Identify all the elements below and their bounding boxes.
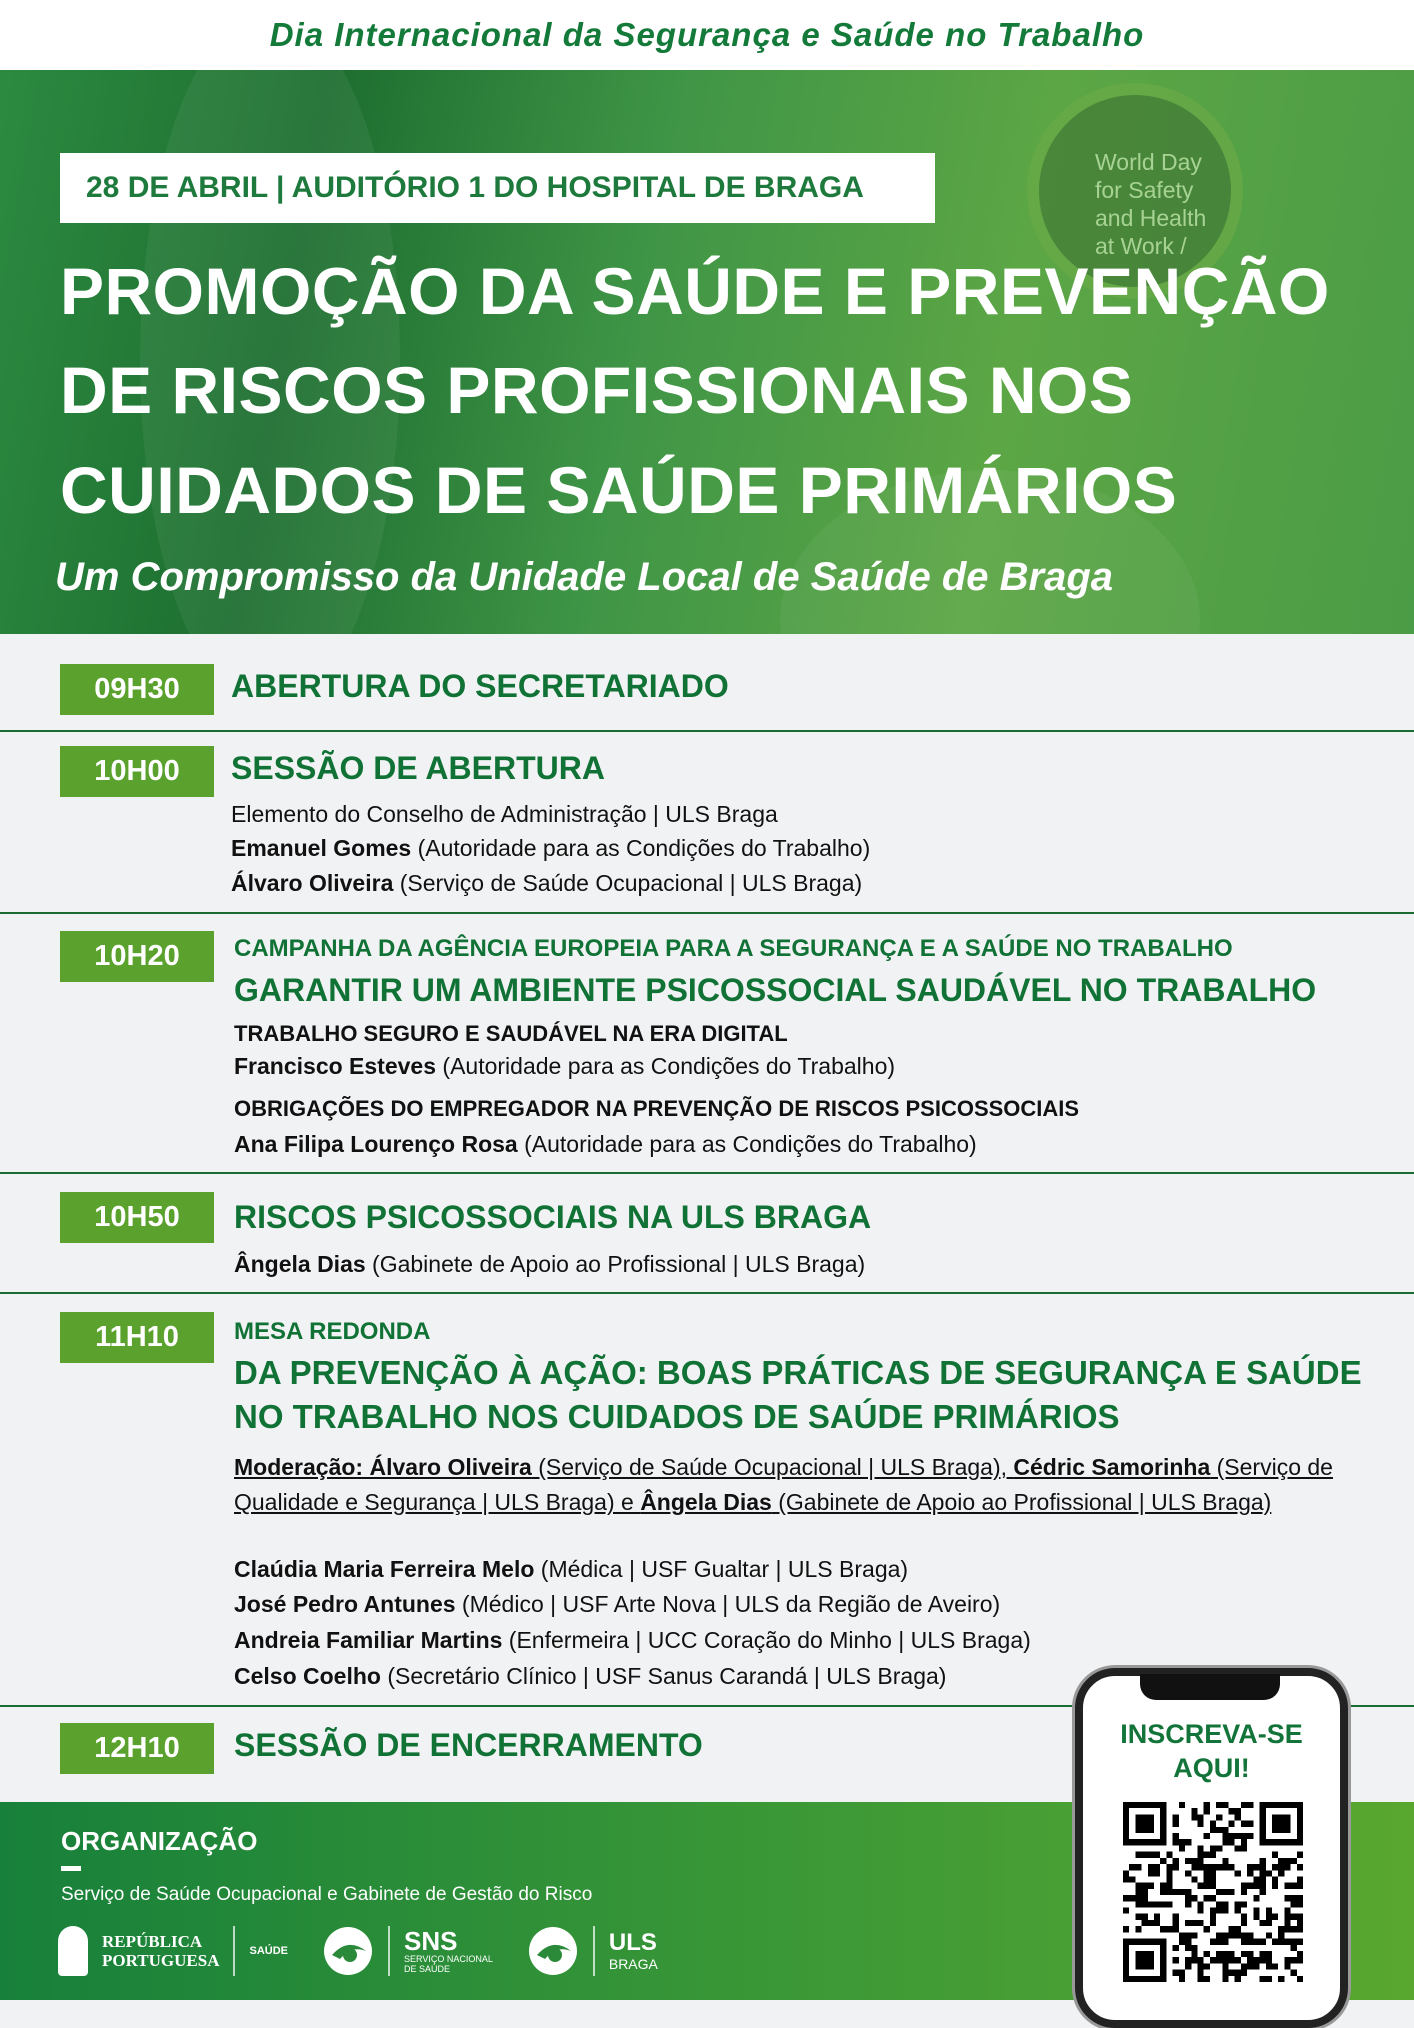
uls-logo-icon (527, 1925, 579, 1977)
divider (0, 1172, 1414, 1174)
talk-title: OBRIGAÇÕES DO EMPREGADOR NA PREVENÇÃO DE RISCOS PSICOSSOCIAIS (234, 1096, 1080, 1121)
session-title: SESSÃO DE ABERTURA (231, 750, 605, 786)
sns-logo: SNS SERVIÇO NACIONAL DE SAÚDE (404, 1926, 493, 1974)
campaign-label: CAMPANHA DA AGÊNCIA EUROPEIA PARA A SEGURANÇA E A SAÚDE NO TRABALHO (234, 935, 1233, 962)
session-kicker: MESA REDONDA (234, 1318, 431, 1345)
session-title: SESSÃO DE ENCERRAMENTO (234, 1727, 703, 1763)
signup-label: INSCREVA-SE (1120, 1719, 1303, 1749)
moderation-text: Moderação: Álvaro Oliveira (Serviço de Saúde Ocupacional | ULS Braga), Cédric Samorinha (Serviço de Qualidade e Segurança | ULS Braga) e Ângela Dias (Gabinete de Apoio ao Profissional | ULS Braga) (234, 1454, 1333, 1515)
separator (233, 1926, 235, 1976)
separator (388, 1926, 390, 1976)
speaker-line: Ana Filipa Lourenço Rosa (Autoridade para as Condições do Trabalho) (234, 1131, 977, 1157)
organization-label: ORGANIZAÇÃO (61, 1826, 258, 1856)
logos (58, 1925, 658, 1977)
divider (0, 730, 1414, 732)
saude-label: SAÚDE (249, 1945, 288, 1957)
session-title: ABERTURA DO SECRETARIADO (231, 668, 729, 704)
time-badge: 12H10 (60, 1723, 214, 1774)
signup-qr-code[interactable] (1123, 1802, 1303, 1982)
republica-portuguesa-logo: REPÚBLICA PORTUGUESA (102, 1932, 220, 1970)
top-banner (0, 0, 1414, 70)
dash (61, 1866, 81, 1871)
republica-emblem-icon (58, 1926, 88, 1976)
main-title-line: CUIDADOS DE SAÚDE PRIMÁRIOS (60, 453, 1178, 527)
panelist: Claúdia Maria Ferreira Melo (Médica | USF Gualtar | ULS Braga) (234, 1556, 909, 1582)
session-title: RISCOS PSICOSSOCIAIS NA ULS BRAGA (234, 1199, 872, 1235)
speaker-line: Álvaro Oliveira (Serviço de Saúde Ocupacional | ULS Braga) (231, 870, 863, 896)
speaker-line: Emanuel Gomes (Autoridade para as Condições do Trabalho) (231, 835, 871, 861)
panelist: Celso Coelho (Secretário Clínico | USF Sanus Carandá | ULS Braga) (234, 1663, 947, 1689)
speaker-line: Ângela Dias (Gabinete de Apoio ao Profissional | ULS Braga) (234, 1251, 866, 1277)
signup-label: AQUI! (1173, 1753, 1250, 1783)
divider (0, 1292, 1414, 1294)
time-badge: 10H00 (60, 746, 214, 797)
time-badge: 10H20 (60, 931, 214, 982)
main-title-line: DE RISCOS PROFISSIONAIS NOS (60, 353, 1134, 427)
speaker-line: Elemento do Conselho de Administração | ULS Braga (231, 801, 778, 827)
time-badge: 11H10 (60, 1312, 214, 1363)
speaker-line: Francisco Esteves (Autoridade para as Condições do Trabalho) (234, 1053, 896, 1079)
time-badge: 10H50 (60, 1192, 214, 1243)
uls-braga-logo: ULS BRAGA (608, 1929, 658, 1972)
sns-logo-icon (322, 1925, 374, 1977)
organization-text: Serviço de Saúde Ocupacional e Gabinete de Gestão do Risco (61, 1884, 593, 1905)
session-title-line: DA PREVENÇÃO À AÇÃO: BOAS PRÁTICAS DE SEGURANÇA E SAÚDE (234, 1354, 1362, 1391)
session-title: GARANTIR UM AMBIENTE PSICOSSOCIAL SAUDÁVEL NO TRABALHO (234, 972, 1317, 1008)
panelist: Andreia Familiar Martins (Enfermeira | UCC Coração do Minho | ULS Braga) (234, 1627, 1031, 1653)
main-title-line: PROMOÇÃO DA SAÚDE E PREVENÇÃO (60, 254, 1330, 328)
date-location: 28 DE ABRIL | AUDITÓRIO 1 DO HOSPITAL DE BRAGA (86, 171, 864, 204)
phone-notch (1140, 1674, 1280, 1700)
world-day-badge-text: World Day for Safety and Health at Work / (1095, 149, 1207, 259)
session-title-line: NO TRABALHO NOS CUIDADOS DE SAÚDE PRIMÁRIOS (234, 1398, 1120, 1435)
event-day-title: Dia Internacional da Segurança e Saúde no Trabalho (269, 16, 1145, 53)
divider (0, 912, 1414, 914)
panelist: José Pedro Antunes (Médico | USF Arte Nova | ULS da Região de Aveiro) (234, 1591, 1001, 1617)
date-location-box (60, 153, 935, 223)
subtitle: Um Compromisso da Unidade Local de Saúde de Braga (55, 555, 1114, 599)
time-badge: 09H30 (60, 664, 214, 715)
separator (593, 1926, 595, 1976)
talk-title: TRABALHO SEGURO E SAUDÁVEL NA ERA DIGITAL (234, 1021, 788, 1046)
